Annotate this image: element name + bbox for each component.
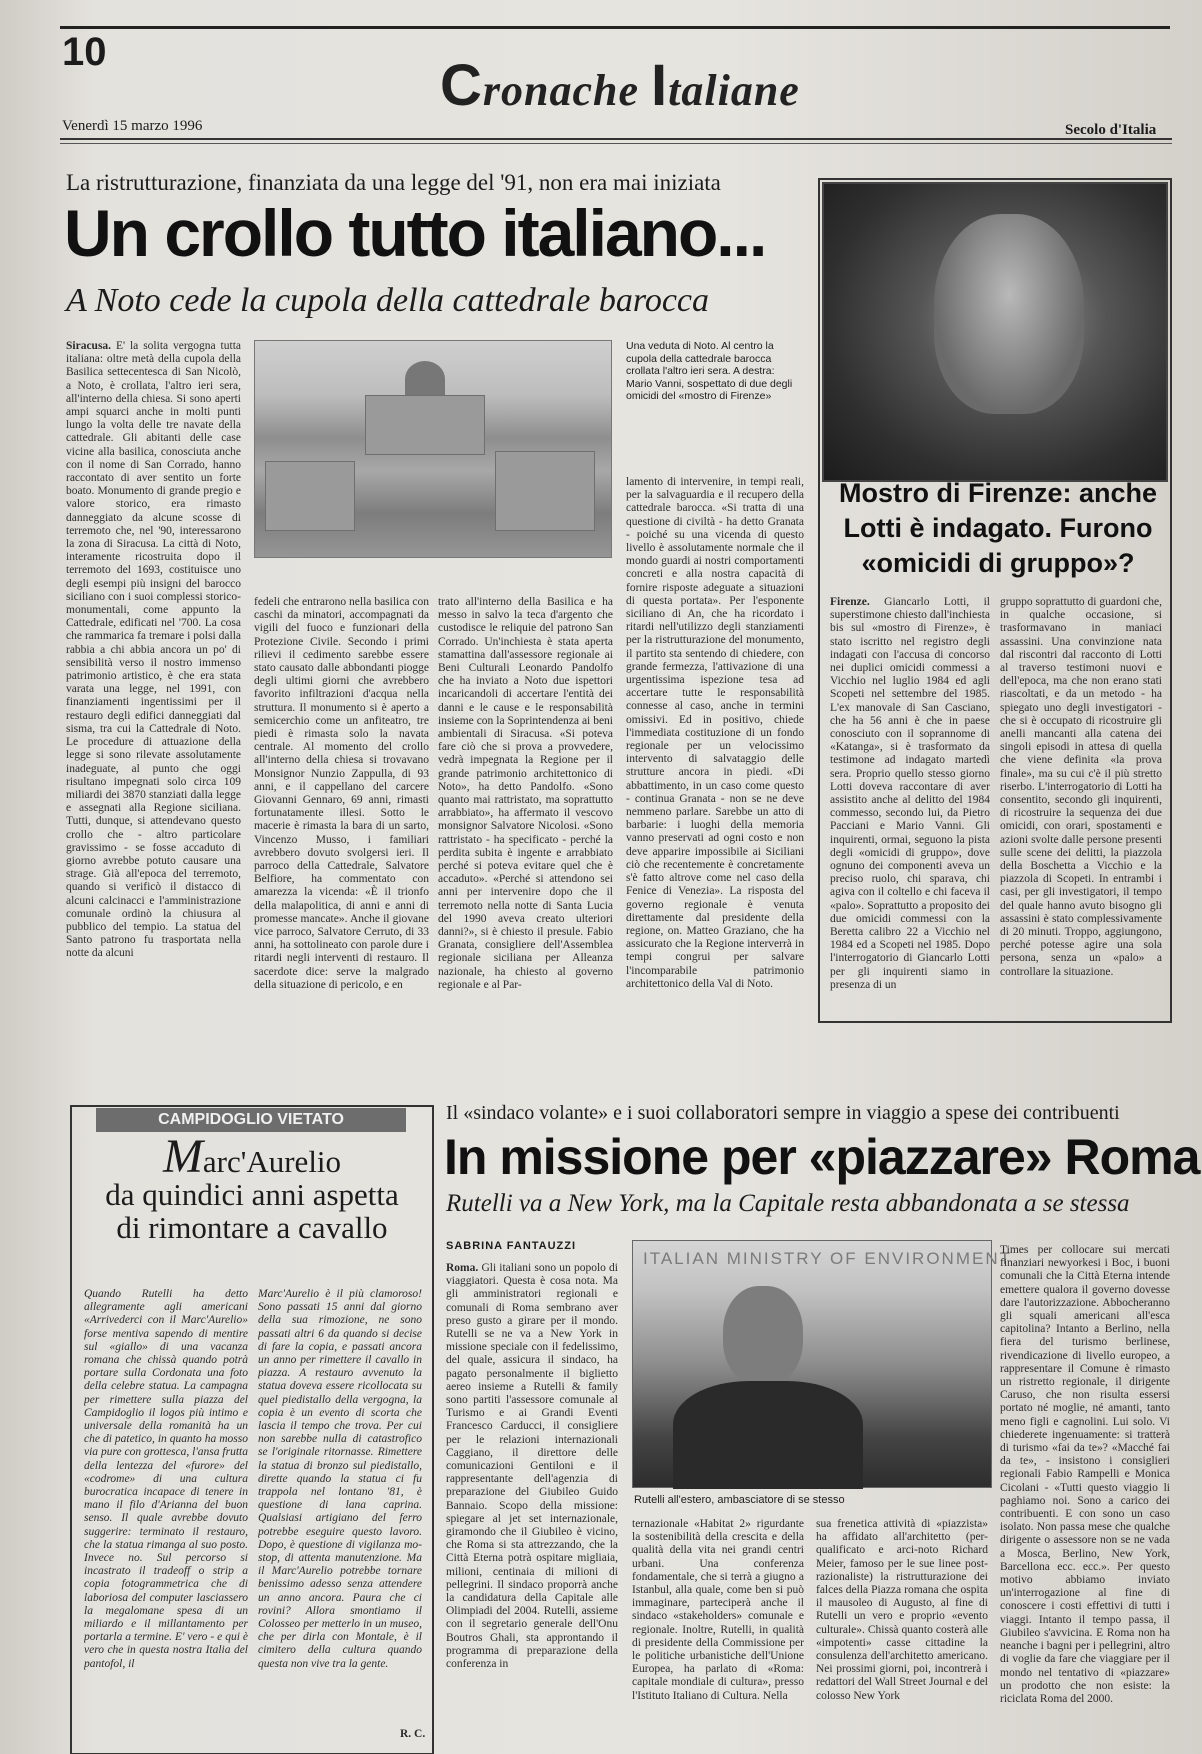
rutelli-photo-caption: Rutelli all'estero, ambasciatore di se stesso <box>634 1494 845 1506</box>
rutelli-photo <box>632 1240 1012 1488</box>
rutelli-headline: In missione per «piazzare» Roma <box>444 1129 1200 1185</box>
rutelli-column-4: Times per collocare sui mercati finanziari newyorkesi i Boc, i buoni comunali che la Città Eterna intende emettere qualora il governo dovesse dare l'autorizzazione. Abbocheranno gli squali americani all'esca capitolina? Intanto a Berlino, nella fiera del turismo berlinese, rivendicazione di livello europeo, a rappresentare il Comune è rimasto un ristretto regionale, il dirigente Caruso, che non risulta essersi portato né moglie, né amanti, tanto meno figli e cagnolini. Lui solo. Vi chiederete ingenuamente: si tratterà di turismo «fai da te»? «Macché fai da te», - insistono i consiglieri regionali Fabio Rampelli e Monica Cicolani - «Tutti questo viaggio li paghiamo noi. Sono a carico dei contribuenti. E con sono un caso isolato. Non passa mese che qualche dirigente o assessore non se ne vada a Mosca, Berlino, New York, Barcellona ecc. ecc.». Per questo motivo abbiamo inviato un'interrogazione al fine di conoscere i costi effettivi di tutti i viaggi. Intanto il tempo passa, il Giubileo s'avvicina. E Roma non ha neanche i bagni per i pellegrini, altro di voglie da fare che viaggiare per il mondo nel tentativo di «piazzare» un prodotto che non esiste: la riciclata Roma del 2000. <box>1000 1244 1170 1705</box>
noto-column-3: trato all'interno della Basilica e ha messo in salvo la teca d'argento che custodisce le reliquie del patrono San Corrado. Un'inchiesta è stata aperta stamattina dall'assessore regionale ai Beni Culturali Leonardo Pandolfo che ha inviato a Noto due ispettori incaricandoli di accertare l'entità dei danni e le cause e le responsabilità insieme con la Soprintendenza ai beni ambientali di Siracusa. «Si poteva fare ciò che si prova a provvedere, vedrà impegnata la Regione per il grande patrimonio architettonico di Noto», ha detto Pandolfo. «Sono quanto mai rattristato, ma soprattutto arrabbiato», ha affermato il vescovo monsignor Salvatore Nicolosi. «Sono rattristato - ha specificato - perché la perdita subita è ingente e arrabbiato perché si poteva evitare quel che è accaduto». «Perché si attendono sei anni per intervenire dopo che il terremoto nella notte di Santa Lucia del 1990 aveva creato ulteriori danni?», si è chiesto il presule. Fabio Granata, consigliere dell'Assemblea regionale siciliana per Alleanza nazionale, ha chiesto al governo regionale e al Par- <box>438 596 613 991</box>
rutelli-kicker: Il «sindaco volante» e i suoi collaboratori sempre in viaggio a spese dei contribuenti <box>446 1102 1120 1124</box>
section-title <box>440 52 800 119</box>
rutelli-col1-text: Gli italiani sono un popolo di viaggiatori. Questa è cosa nota. Ma gli amministratori regionali e comunali di Roma sembrano aver preso gusto a girare per il mondo. Rutelli se ne va a New York in missione speciale con il fedelissimo, del quale, assicura il sindaco, ha pagato personalmente il biglietto aereo insieme a Rutelli & family sono partiti l'assessore comunale al Turismo e ai Grandi Eventi Francesco Carducci, il consigliere per le relazioni internazionali Caggiano, il direttore delle comunicazioni Gentiloni e il rappresentante dell'agenzia di preparazione del Giubileo Guido Bannaio. Scopo della missione: spiegare al jet set internazionale, giramondo che il Giubileo è vicino, che Roma si sta attrezzando, che la Città Eterna potrà ospitare migliaia, milioni, centinaia di milioni di pellegrini. Il sindaco proporrà anche la candidatura della Capitale alle Olimpiadi del 2004. Rutelli, assieme con il segretario generale dell'Onu Boutros Ghali, sta approntando il programma di preparazione della conferenza in <box>446 1262 618 1671</box>
rutelli-column-1 <box>446 1262 618 1742</box>
marc-column-1: Quando Rutelli ha detto allegramente agli americani «Arrivederci con il Marc'Aurelio» forse mentiva sapendo di mentire sul «giallo» di una vacanza romana che chissà quando potrà portare sulla Cordonata una foto della celebre statua. La campagna per rimettere sulla piazza del Campidoglio il logos più intimo e universale della romanità ha un che di patetico, in quanto ha mosso via pure con grottesca, l'ansa frutta della lentezza del «furore» del «codrome» di una cultura burocratica incapace di tenere in mano il filo d'Arianna del buon senso. Il quale avrebbe dovuto suggerire: terminato il restauro, che la statua rimanga al suo posto. Invece no. Sul percorso si incastrato il tradeoff o strip a copia fotogrammetrica che di laboriosa del computer lasciassero la megalomane spesa di un miliardo e il millantamento per portarla a termine. E' vero - e qui è vero che in questa nostra Italia del pantofol, il <box>84 1288 248 1670</box>
noto-col1-text: E' la solita vergogna tutta italiana: oltre metà della cupola della Basilica settecentesca di San Nicolò, a Noto, è crollata, l'altro ieri sera, all'interno della chiesa. Si sono aperti ampi squarci anche in molti punti lungo la volta delle tre navate della cattedrale. Gli abitanti delle case vicine alla basilica, conosciuta anche con il nome di San Corrado, hanno raccontato di aver sentito un forte boato. Monumento di grande pregio e valore storico, era rimasto danneggiato da alcune scosse di terremoto che, nel '90, interessarono la zona di Siracusa. La città di Noto, interamente ricostruita dopo il terremoto del 1693, costituisce uno degli esempi più insigni del barocco siciliano con i suoi complessi storico-monumentali, come appunto la Cattedrale, edificati nel '700. La cosa che rammarica fa tremare i polsi dalla rabbia a chi abbia ancora un po' di sensibilità verso il nostro immenso patrimonio artistico, è che era stata varata una legge, nel 1991, con finanziamenti ingentissimi per il restauro degli edifici danneggiati dal sisma, tra cui la Cattedrale di Noto. Le procedure di attuazione della legge si sono rilevate assolutamente inadeguate, al punto che oggi risultano impegnati solo circa 109 miliardi dei 3870 stanziati dalla legge e assegnati alla Regione siciliana. Tutti, dunque, si attendevano questo crollo che - altro particolare gravissimo - se fosse accaduto di giorno avrebbe potuto causare una strage. Già all'epoca del terremoto, quando si verificò il distacco di alcuni calcinacci e l'amministrazione comunale ordinò la chiusura al pubblico del tempio. La statua del Santo patrono fu trasportata nella notte da alcuni <box>66 340 241 960</box>
portrait-body-shape <box>673 1381 863 1489</box>
cathedral-shape <box>365 395 485 455</box>
rutelli-dateline: Roma. <box>446 1262 479 1274</box>
noto-dateline: Siracusa. <box>66 340 112 352</box>
rutelli-column-3: sua frenetica attività di «piazzista» ha affidato all'architetto (per-qualificato e arci-noto Richard Meier, famoso per le sue linee post-razionaliste) la ristrutturazione dei falces della Piazza romana che ospita il mausoleo di Augusto, al fine di Rutelli un vero e proprio «evento culturale». Chissà quanto costerà alle «impotenti» casse cittadine la consulenza dell'architetto americano. Nei prossimi giorni, poi, incontrerà i redattori del Wall Street Journal e del colosso New York <box>816 1518 988 1702</box>
header-rule <box>60 138 1172 140</box>
noto-photo-caption: Una veduta di Noto. Al centro la cupola della cattedrale barocca crollata l'altro ieri sera. A destra: Mario Vanni, sospettato di due degli omicidi del «mostro di Firenze» <box>626 340 793 402</box>
lotti-dateline: Firenze. <box>830 596 870 608</box>
portrait-head-shape <box>723 1286 803 1386</box>
marc-title-line2: da quindici anni aspetta <box>105 1177 399 1212</box>
noto-subhead: A Noto cede la cupola della cattedrale barocca <box>66 282 710 319</box>
lotti-column-1 <box>830 596 990 1016</box>
top-rule <box>60 26 1170 29</box>
marc-signature: R. C. <box>400 1728 426 1740</box>
lotti-col1-text: Giancarlo Lotti, il superstimone chiesto dall'inchiesta bis sul «mostro di Firenze», è stato iscritto nel registro degli indagati con l'accusa di concorso nei duplici omicidi commessi a Vicchio nel luglio 1984 ed agli Scopeti nel settembre del 1985. L'ex manovale di San Casciano, che ha 56 anni è che in paese conosciuto con il soprannome di «Katanga», si è trasformato da testimone ad indagato martedì sera. Proprio quello stesso giorno Lotti doveva raccontare di aver assistito anche al delitto del 1984 commesso, secondo lui, da Pietro Pacciani e Mario Vanni. Gli inquirenti, ormai, seguono la pista degli «omicidi di gruppo», dove ognuno dei componenti aveva un preciso ruolo, chi sparava, chi agiva con il coltello e chi faceva il «palo». Soprattutto a proposito dei due omicidi commessi con la Beretta calibro 22 a Vicchio nel 1984 ed a Scopeti nel 1985. Dopo l'interrogatorio di Giancarlo Lotti per gli inquirenti siamo in presenza di un <box>830 596 990 991</box>
marc-title-initial: M <box>162 1130 203 1183</box>
issue-date: Venerdì 15 marzo 1996 <box>62 118 203 134</box>
marc-title-rest: arc'Aurelio <box>202 1144 342 1179</box>
noto-column-4: lamento di intervenire, in tempi reali, per la salvaguardia e il recupero della cattedrale barocca. «Si tratta di una questione di civiltà - ha detto Granata - poiché su una vicenda di questo livello è assolutamente normale che il mondo guardi ai nostri comportamenti concreti e alla nostra capacità di fornire risposte adeguate a situazioni di questa portata». Per l'esponente siciliano di An, che ha ricordato i ritardi nell'utilizzo degli stanziamenti per la ristrutturazione del monumento, il partito sta sentendo di chiedere, con grande fermezza, l'attivazione di una urgentissima ispezione tesa ad accertare tutte le responsabilità connesse al caso, anche in termini omissivi. Ed in positivo, chiede l'immediata costituzione di un fondo regionale per un velocissimo intervento di salvataggio delle strutture ancora in piedi. «Di abbattimento, in un caso come questo - continua Granata - non se ne deve nemmeno parlare. Sarebbe un atto di barbarie: i luoghi della memoria vanno preservati ad ogni costo e non deve apparire impossibile ai Siciliani ciò che recentemente è concretamente s'è fatto altrove come nel caso della Fenice di Venezia». La risposta del governo regionale è venuta direttamente dal presidente della regione, on. Matteo Graziano, che ha assicurato che la Regione interverrà in tempi congrui per salvare l'incomparabile patrimonio architettonico della Val di Noto. <box>626 476 804 990</box>
building-shape <box>495 451 595 531</box>
section-title-part1: ronache <box>482 66 652 115</box>
noto-photo <box>254 340 612 558</box>
marc-column-2: Marc'Aurelio è il più clamoroso! Sono passati 15 anni dal giorno della sua rimozione, ne sono passati altri 6 da quando si decise di fare la copia, e passati ancora un anno per rimettere il cavallo in piazza. A restauro avvenuto la statua doveva essere ricollocata su quel piedistallo della vergogna, la copia è un evento di scorta che lascia il tempo che trova. Per cui non sarebbe nulla di catastrofico se l'originale ritornasse. Rimettere la statua di bronzo sul piedistallo, dirette quando la statua ci fu trappola nel lontano '81, è questione di lana caprina. Qualsiasi artigiano del ferro potrebbe eseguire questo lavoro. Dopo, è questione di vigilanza mo-stop, di attenta manutenzione. Ma il Marc'Aurelio potrebbe tornare benissimo adesso senza attendere un anno ancora. Paura che ci rovini? Allora smontiamo il Colosseo per metterlo in un museo, che per dirla con Montale, è il cimitero della cultura quando questa non vive tra la gente. <box>258 1288 422 1670</box>
noto-column-1 <box>66 340 241 1178</box>
cathedral-dome-shape <box>405 361 445 397</box>
lotti-column-2: gruppo soprattutto di guardoni che, in qualche occasione, si trasformavano in maniaci assassini. Una convinzione nata dal riscontri dal racconto di Lotti al traverso testimoni nuovi e dell'epoca, ma che non erano stati riascoltati, e da un metodo - ha spiegato uno degli investigatori - che si è occupato di ricostruire gli anelli mancanti alla catena dei singoli episodi in attesa di quella che viene definita «la prova finale», ma su cui c'è il più stretto riserbo. L'interrogatorio di Lotti ha consentito, secondo gli inquirenti, di ricostruire la sequenza dei due omicidi, con orari, spostamenti e azioni svolte dalle persone presenti sulle scene dei delitti, la piazzola della Boschetta a Vicchio e la piazzola di Scopeti. In entrambi i casi, per gli investigatori, il tempo del quale hanno avuto bisogno gli assassini è stato complessivamente di 20 minuti. Troppo, aggiungono, perché potesse agire una sola persona, senza un «palo» a controllare la situazione. <box>1000 596 1162 978</box>
noto-column-2: fedeli che entrarono nella basilica con caschi da minatori, accompagnati da vigili del fuoco e funzionari della Protezione Civile. Secondo i primi rilievi il cedimento sarebbe essere stato causato dalle abbondanti piogge degli ultimi giorni che avrebbero favorito infiltrazioni d'acqua nella struttura. Il monumento si è aperto a semicerchio come un anfiteatro, tre piedi è rimasta solo la navata centrale. Al momento del crollo all'interno della chiesa si trovavano Monsignor Nunzio Zappulla, di 93 anni, e il cappellano del carcere Giovanni Gennaro, 69 anni, rimasti fortunatamente illesi. Sotto le macerie è rimasta la bara di un sarto, Vincenzo Musso, i familiari avrebbero dovuto svolgersi ieri. Il parroco della Cattedrale, Salvatore Belfiore, ha commentato con amarezza la vicenda: «È il trionfo della malapolitica, di anni e anni di promesse mancate». Anche il giovane vice parroco, Salvatore Cerruto, di 33 anni, ha sottolineato con parole dure i ritardi negli interventi di restauro. Il sacerdote dice: serve la malgrado della situazione di pericolo, e en <box>254 596 429 991</box>
noto-kicker: La ristrutturazione, finanziata da una legge del '91, non era mai iniziata <box>66 170 721 195</box>
rutelli-column-2: ternazionale «Habitat 2» rigurdante la sostenibilità della crescita e della qualità della vita nei grandi centri urbani. Una conferenza fondamentale, che si terrà a giugno a Istanbul, alla quale, come ben si può immaginare, parteciperà anche il sindaco «stakeholders» comunale e regionale. Inoltre, Rutelli, in qualità di presidente della Commissione per le politiche urbanistiche dell'Unione Europea, ha parlato di «Roma: capitale mondiale di cultura», presso l'Istituto Italiano di Cultura. Nella <box>632 1518 804 1702</box>
page-number: 10 <box>62 30 107 74</box>
building-shape <box>265 461 355 531</box>
noto-headline: Un crollo tutto italiano... <box>64 196 766 270</box>
lotti-photo <box>822 182 1168 482</box>
header-rule-thin <box>60 143 1172 144</box>
section-title-part2: taliane <box>668 66 800 115</box>
marc-aurelio-title <box>80 1130 424 1245</box>
rutelli-subhead: Rutelli va a New York, ma la Capitale resta abbandonata a se stessa <box>446 1190 1130 1217</box>
portrait-face-shape <box>934 214 1084 414</box>
marc-title-line3: di rimontare a cavallo <box>116 1210 388 1245</box>
marc-aurelio-tag: CAMPIDOGLIO VIETATO <box>96 1108 406 1132</box>
section-title-initial-2: I <box>651 53 669 118</box>
photo-sign-text: ITALIAN MINISTRY OF ENVIRONMENT <box>643 1249 1012 1268</box>
paper-name: Secolo d'Italia <box>1065 122 1157 138</box>
lotti-headline: Mostro di Firenze: anche Lotti è indagato. Furono «omicidi di gruppo»? <box>838 478 1158 578</box>
section-title-initial: C <box>440 53 483 118</box>
rutelli-byline: SABRINA FANTAUZZI <box>446 1240 577 1252</box>
